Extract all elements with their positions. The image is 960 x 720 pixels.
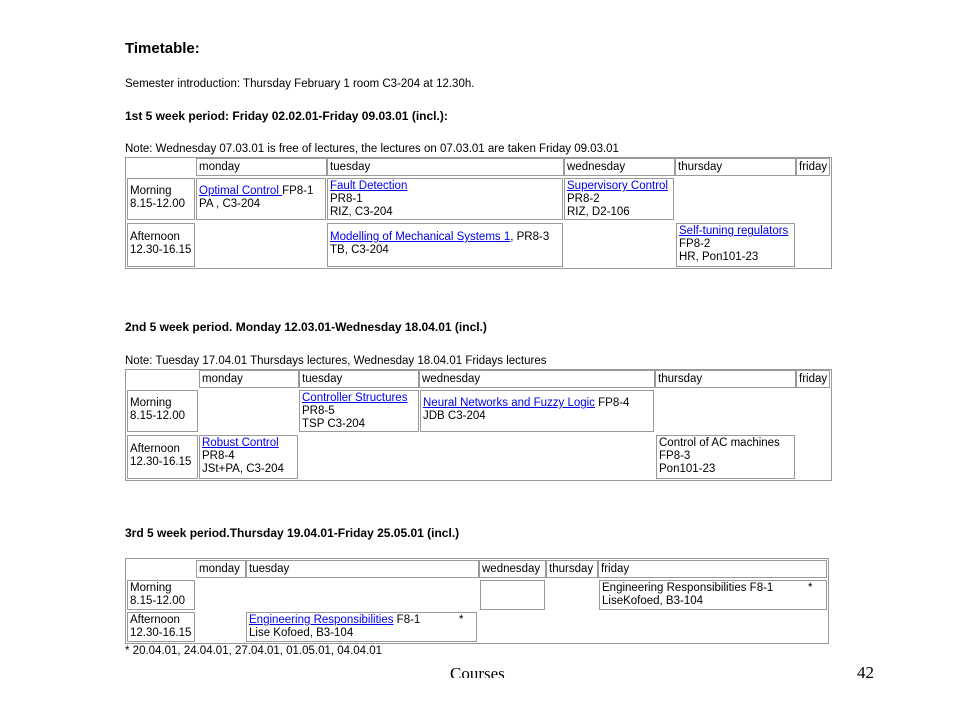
p3-engineering-tuesday-cell — [246, 612, 477, 642]
p1-header-thursday: thursday — [675, 158, 796, 176]
period3-footnote: * 20.04.01, 24.04.01, 27.04.01, 01.05.01, 04.04.01 — [125, 645, 383, 657]
course-room: RIZ, D2-106 — [567, 206, 630, 218]
p2-controller-structures-cell — [299, 390, 419, 432]
p1-optimal-control-cell — [196, 178, 326, 220]
course-code: PR8-4 — [202, 450, 235, 462]
course-code: PR8-1 — [330, 193, 363, 205]
course-code: FP8-2 — [679, 238, 711, 250]
optimal-control-link[interactable]: Optimal Control — [199, 185, 283, 197]
p1-afternoon-label — [127, 223, 195, 267]
semester-intro: Semester introduction: Thursday February 1 room C3-204 at 12.30h. — [125, 78, 475, 90]
p1-header-friday: friday — [796, 158, 830, 176]
page-title: Timetable: — [125, 40, 200, 57]
p2-header-wednesday: wednesday — [419, 370, 655, 388]
slot-time: 12.30-16.15 — [130, 244, 192, 256]
period2-note: Note: Tuesday 17.04.01 Thursdays lectures, Wednesday 18.04.01 Fridays lectures — [125, 355, 547, 367]
course-room: TSP C3-204 — [302, 418, 366, 430]
slot-name: Afternoon — [130, 231, 180, 243]
page-number: 42 — [857, 663, 874, 682]
p2-robust-control-cell — [199, 435, 298, 479]
p1-morning-label — [127, 178, 195, 220]
footnote-star: * — [459, 614, 464, 626]
self-tuning-regulators-link[interactable]: Self-tuning regulators — [679, 225, 789, 237]
footnote-star: * — [808, 582, 813, 594]
course-room: JDB C3-204 — [423, 410, 486, 422]
engineering-responsibilities-link[interactable]: Engineering Responsibilities — [249, 614, 394, 626]
p2-afternoon-label — [127, 435, 198, 479]
p2-header-thursday: thursday — [655, 370, 796, 388]
course-code: F8-1 — [393, 614, 421, 626]
controller-structures-link[interactable]: Controller Structures — [302, 392, 408, 404]
p2-morning-label — [127, 390, 198, 432]
slot-time: 8.15-12.00 — [130, 198, 185, 210]
p2-ac-machines-cell — [656, 435, 795, 479]
p1-supervisory-control-cell — [564, 178, 674, 220]
p3-morning-label — [127, 580, 195, 610]
p3-engineering-friday-cell — [599, 580, 827, 610]
course-room: RIZ, C3-204 — [330, 206, 393, 218]
p3-header-tuesday: tuesday — [246, 560, 479, 578]
p2-header-monday: monday — [199, 370, 299, 388]
neural-networks-fuzzy-logic-link[interactable]: Neural Networks and Fuzzy Logic — [423, 397, 595, 409]
p1-header-tuesday: tuesday — [327, 158, 564, 176]
course-title: Control of AC machines — [659, 437, 780, 449]
course-room: Lise Kofoed, B3-104 — [249, 627, 354, 639]
slot-time: 12.30-16.15 — [130, 456, 192, 468]
course-title: Engineering Responsibilities F8-1 — [602, 582, 774, 594]
p2-header-tuesday: tuesday — [299, 370, 419, 388]
p3-header-thursday: thursday — [546, 560, 598, 578]
slot-name: Afternoon — [130, 443, 180, 455]
p1-self-tuning-cell — [676, 223, 795, 267]
course-room: TB, C3-204 — [330, 244, 389, 256]
p1-fault-detection-cell — [327, 178, 563, 220]
period3-heading: 3rd 5 week period.Thursday 19.04.01-Friday 25.05.01 (incl.) — [125, 526, 460, 540]
period1-heading: 1st 5 week period: Friday 02.02.01-Friday 09.03.01 (incl.): — [125, 109, 448, 123]
slot-name: Morning — [130, 185, 172, 197]
modelling-mechanical-systems-link[interactable]: Modelling of Mechanical Systems 1 — [330, 231, 511, 243]
p3-header-friday: friday — [598, 560, 827, 578]
course-room: Pon101-23 — [659, 463, 716, 475]
slot-name: Afternoon — [130, 614, 180, 626]
p3-header-wednesday: wednesday — [479, 560, 546, 578]
course-room: HR, Pon101-23 — [679, 251, 759, 263]
robust-control-link[interactable]: Robust Control — [202, 437, 279, 449]
course-room: JSt+PA, C3-204 — [202, 463, 284, 475]
course-code: PR8-5 — [302, 405, 335, 417]
slot-name: Morning — [130, 582, 172, 594]
course-code: FP8-4 — [594, 397, 630, 409]
footer-label: Courses — [450, 664, 505, 678]
p1-header-wednesday: wednesday — [564, 158, 675, 176]
period2-heading: 2nd 5 week period. Monday 12.03.01-Wednesday 18.04.01 (incl.) — [125, 320, 487, 334]
course-code: PR8-2 — [567, 193, 600, 205]
p3-wednesday-empty-cell — [480, 580, 545, 610]
slot-name: Morning — [130, 397, 172, 409]
course-code: FP8-3 — [659, 450, 691, 462]
p1-modelling-cell — [327, 223, 563, 267]
course-code: FP8-1 — [282, 185, 314, 197]
p1-header-monday: monday — [196, 158, 327, 176]
period1-note: Note: Wednesday 07.03.01 is free of lectures, the lectures on 07.03.01 are taken Friday 09.03.01 — [125, 143, 619, 155]
course-room: PA , C3-204 — [199, 198, 261, 210]
course-code: , PR8-3 — [510, 231, 550, 243]
slot-time: 12.30-16.15 — [130, 627, 192, 639]
p3-header-monday: monday — [196, 560, 246, 578]
slot-time: 8.15-12.00 — [130, 410, 185, 422]
slot-time: 8.15-12.00 — [130, 595, 185, 607]
p3-afternoon-label — [127, 612, 195, 642]
p2-neural-networks-cell — [420, 390, 654, 432]
fault-detection-link[interactable]: Fault Detection — [330, 180, 408, 192]
course-room: LiseKofoed, B3-104 — [602, 595, 704, 607]
supervisory-control-link[interactable]: Supervisory Control — [567, 180, 668, 192]
p2-header-friday: friday — [796, 370, 830, 388]
